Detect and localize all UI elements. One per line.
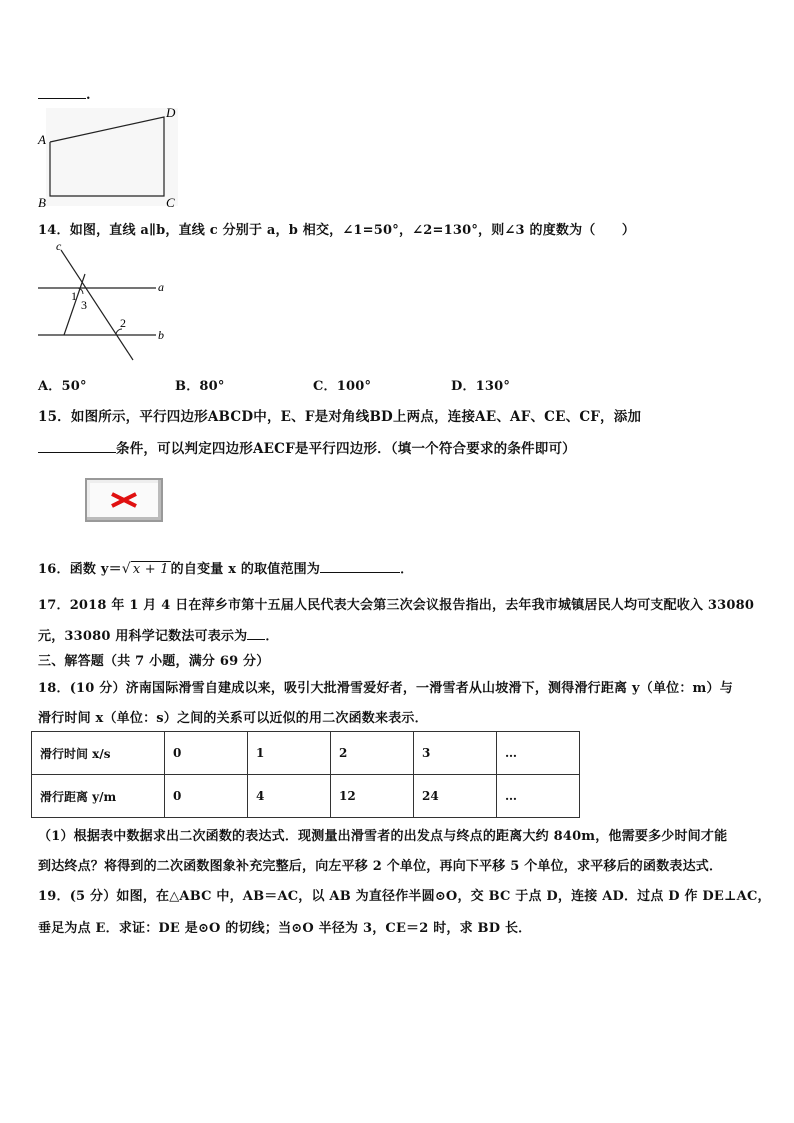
- question-15-line2: 条件，可以判定四边形AECF是平行四边形．（填一个符合要求的条件即可）: [38, 437, 576, 457]
- table-cell: 12: [331, 775, 414, 818]
- table-cell: 1: [248, 732, 331, 775]
- question-19-line1: 19．(5 分）如图，在△ABC 中，AB＝AC，以 AB 为直径作半圆⊙O，交 BC 于点 D，连接 AD．过点 D 作 DE⊥AC，: [38, 889, 771, 904]
- data-table: [31, 731, 580, 818]
- question-17-line1: 17．2018 年 1 月 4 日在萍乡市第十五届人民代表大会第三次会议报告指出，去年我市城镇居民人均可支配收入 33080: [38, 598, 755, 613]
- option-b: B．80°: [175, 379, 225, 394]
- label-angle-2: 2: [120, 316, 126, 330]
- sqrt-sign-icon: √: [121, 561, 131, 577]
- label-d: D: [166, 105, 176, 120]
- table-cell: …: [497, 775, 580, 818]
- table-cell: 4: [248, 775, 331, 818]
- question-18-line2: 滑行时间 x（单位：s）之间的关系可以近似的用二次函数来表示．: [38, 711, 428, 726]
- table-cell: 0: [165, 775, 248, 818]
- table-row: [32, 775, 580, 818]
- q13-answer-line: .: [38, 86, 91, 103]
- table-cell: 0: [165, 732, 248, 775]
- label-angle-1: 1: [71, 289, 77, 303]
- option-d: D．130°: [451, 379, 511, 394]
- option-c: C．100°: [313, 379, 372, 394]
- answer-blank: [320, 560, 400, 573]
- label-a: A: [38, 132, 46, 147]
- question-18-part1-line1: （1）根据表中数据求出二次函数的表达式．现测量出滑雪者的出发点与终点的距离大约 840m，他需要多少时间才能: [38, 829, 728, 844]
- figure-quadrilateral-abcd: [28, 100, 188, 212]
- label-line-a: a: [158, 280, 164, 294]
- table-cell: 滑行时间 x/s: [32, 732, 165, 775]
- table-cell: …: [497, 732, 580, 775]
- option-a: A．50°: [38, 379, 87, 394]
- table-cell: 3: [414, 732, 497, 775]
- table-cell: 滑行距离 y/m: [32, 775, 165, 818]
- label-line-c: c: [56, 239, 62, 253]
- label-b: B: [38, 195, 46, 210]
- table-cell: 24: [414, 775, 497, 818]
- section-title: 三、解答题（共 7 小题，满分 69 分）: [38, 654, 270, 669]
- question-17-line2: 元，33080 用科学记数法可表示为 ．: [38, 629, 279, 644]
- table-row: [32, 732, 580, 775]
- question-18-line1: 18．(10 分）济南国际滑雪自建成以来，吸引大批滑雪爱好者，一滑雪者从山坡滑下，测得滑行距离 y（单位：m）与: [38, 681, 733, 696]
- table-cell: 2: [331, 732, 414, 775]
- answer-blank: [38, 86, 86, 99]
- label-c: C: [166, 195, 175, 210]
- question-16: 16．函数 y＝√ x + 1 的自变量 x 的取值范围为 ．: [38, 561, 414, 577]
- label-angle-3: 3: [81, 298, 87, 312]
- answer-blank: [38, 440, 116, 453]
- broken-image-icon: [85, 478, 163, 522]
- question-19-line2: 垂足为点 E．求证：DE 是⊙O 的切线；当⊙O 半径为 3，CE＝2 时，求 BD 长．: [38, 921, 532, 936]
- label-line-b: b: [158, 328, 164, 342]
- question-18-part1-line2: 到达终点？将得到的二次函数图象补充完整后，向左平移 2 个单位，再向下平移 5 个单位，求平移后的函数表达式．: [38, 859, 723, 874]
- answer-blank: [247, 627, 265, 640]
- question-14-text: 14．如图，直线 a∥b，直线 c 分别于 a，b 相交，∠1=50°，∠2=130°，则∠3 的度数为（ ）: [38, 223, 636, 238]
- figure-parallel-lines: [30, 238, 180, 368]
- question-15-line1: 15．如图所示，平行四边形ABCD中，E、F是对角线BD上两点，连接AE、AF、CE、CF，添加: [38, 409, 642, 425]
